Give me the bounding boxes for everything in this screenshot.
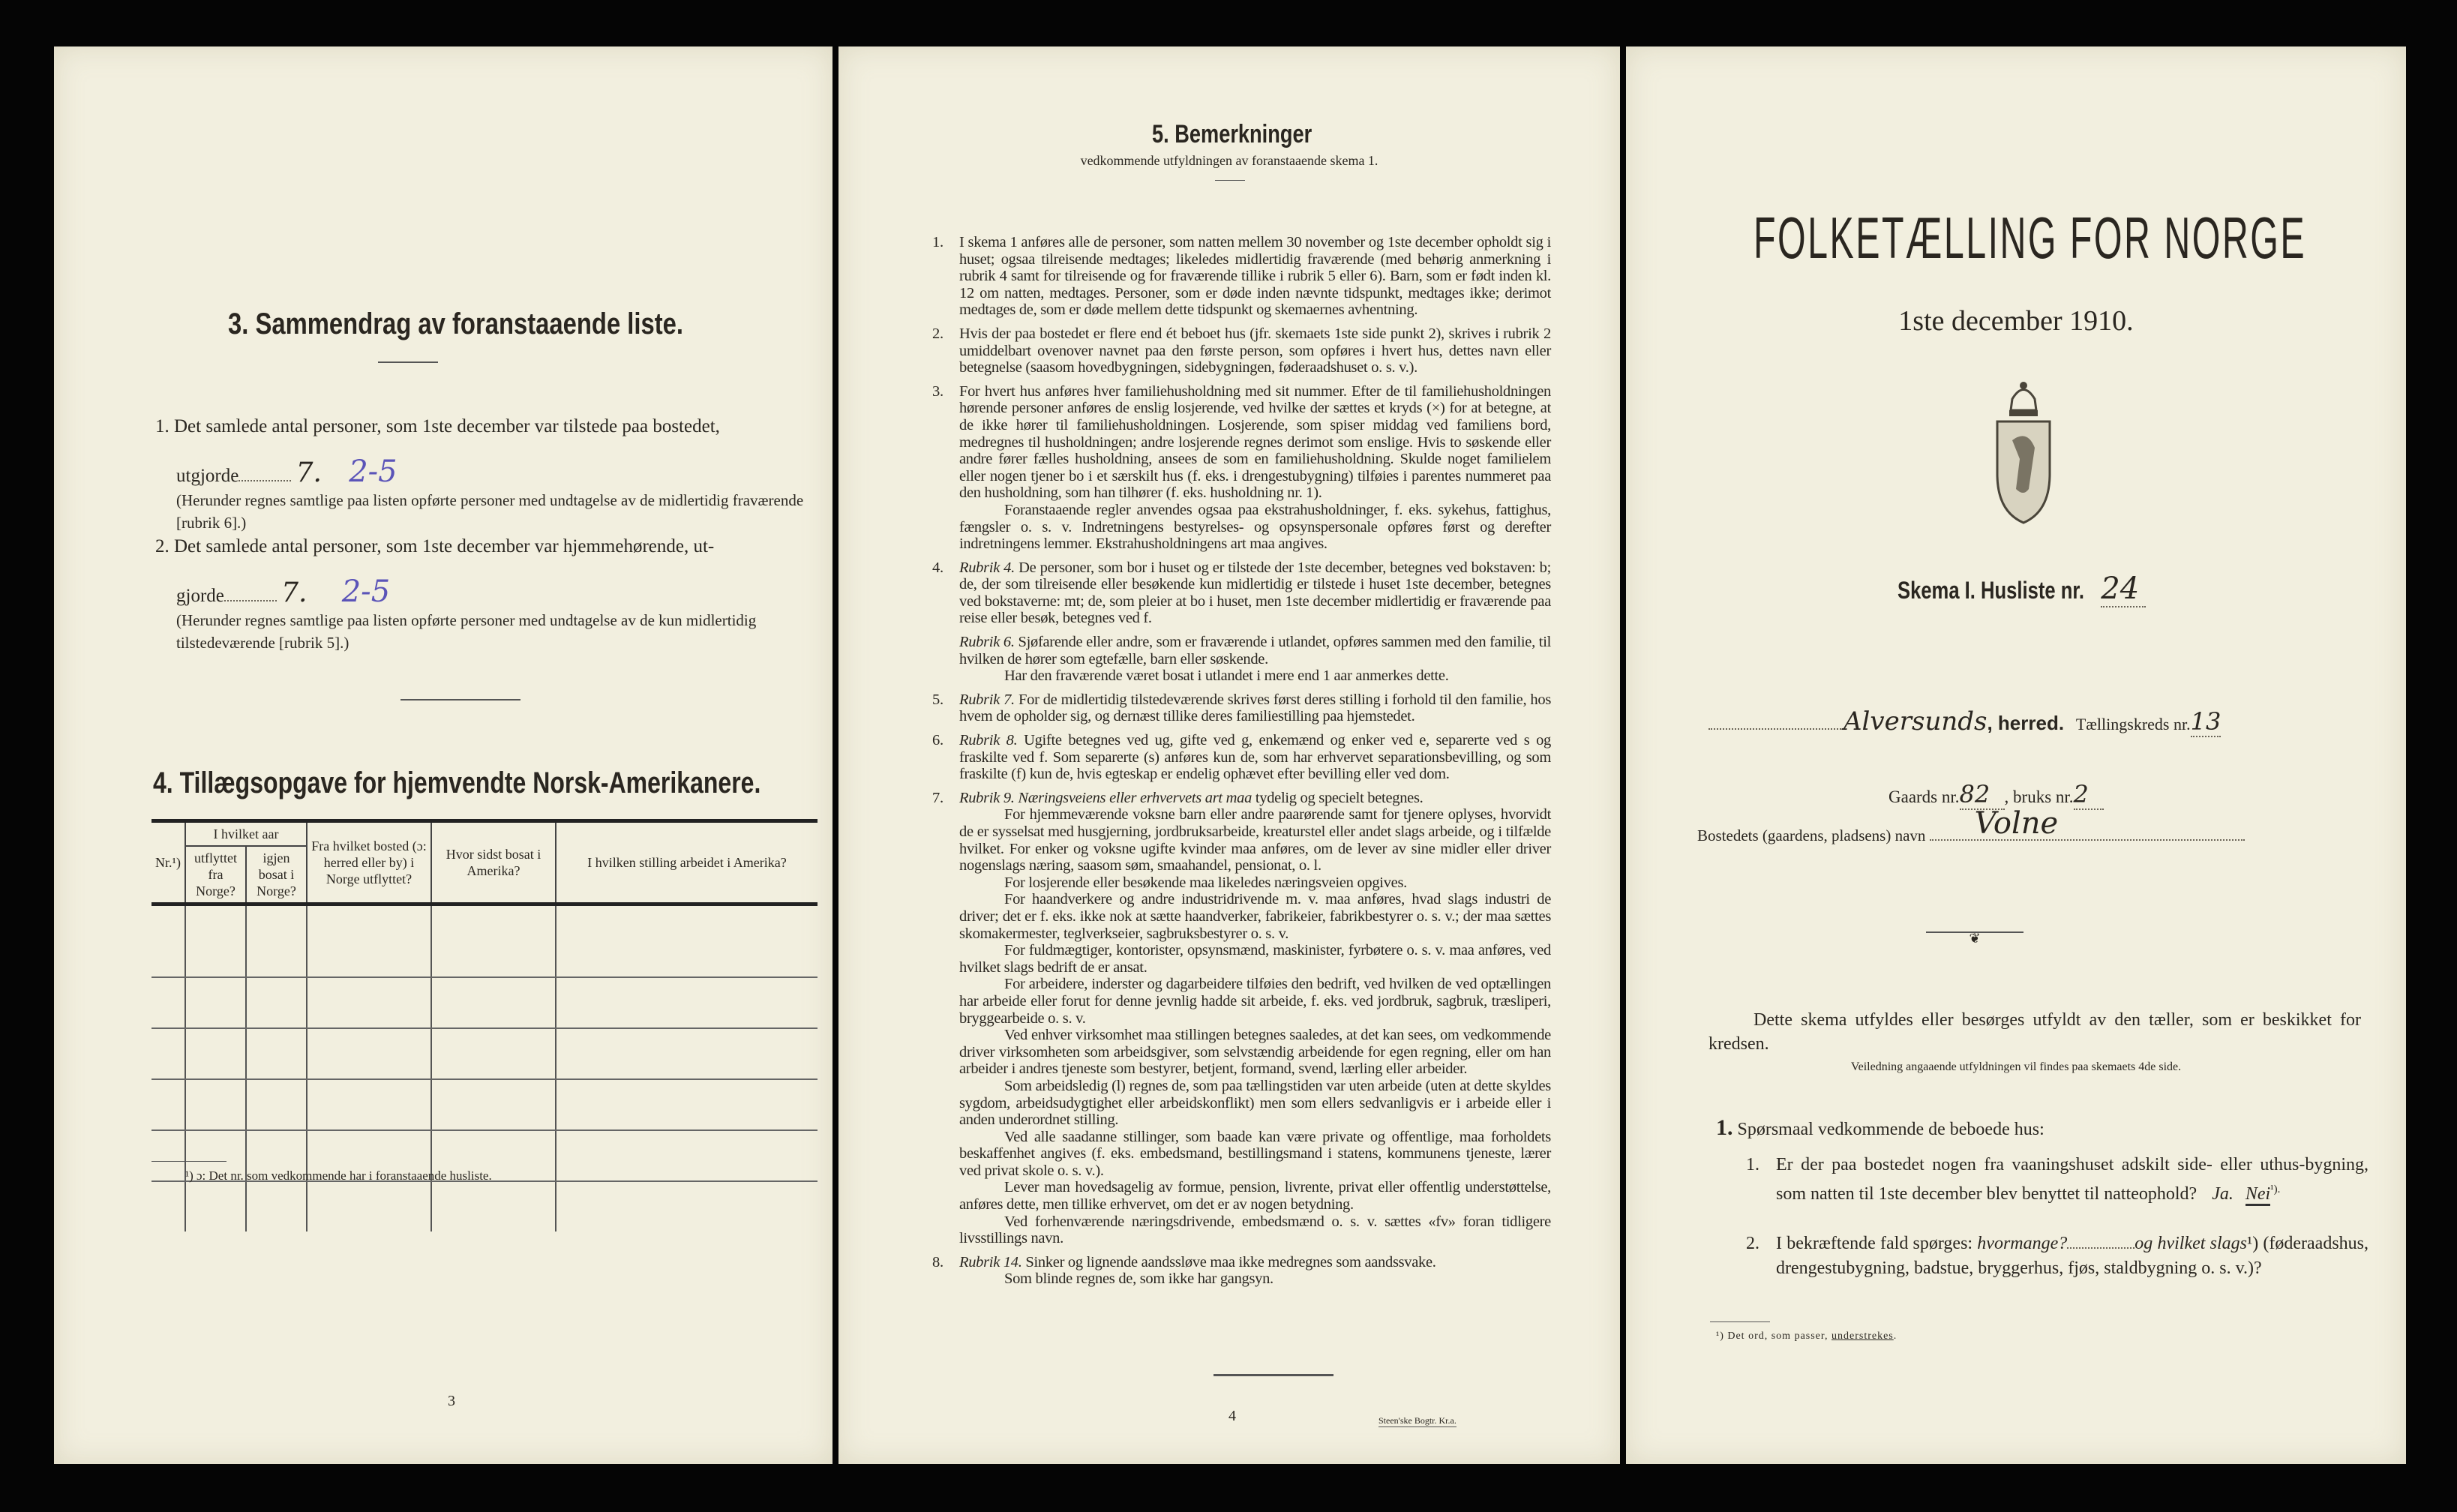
- divider: [1214, 1374, 1334, 1376]
- question-number: 1.: [1746, 1155, 1760, 1174]
- ornament-divider: ❦: [1926, 932, 2024, 944]
- footnote-underlined: understrekes: [1832, 1330, 1894, 1342]
- remark-text: For arbeidere, inderster og dagarbeidere tilføies den bedrift, ved hvilken de ved optællingen har arbeide eller forut for denne jevnlig hadde sit arbeide, f. eks. ved jordbruk, sagbruk, træsliperi, bryggearbeide o. s. v.: [959, 976, 1551, 1027]
- herred-line: [1708, 706, 2221, 737]
- remark-paragraph: [959, 874, 1551, 892]
- remark-item: [932, 732, 1551, 783]
- herred-label: , herred.: [1987, 712, 2065, 734]
- remark-number: 3.: [932, 382, 944, 400]
- item-number: 1.: [155, 416, 170, 436]
- col-from: Fra hvilket bosted (ɔ: herred eller by) i Norge utflyttet?: [307, 821, 431, 904]
- remark-paragraph: [959, 891, 1551, 942]
- remark-text: Har den fraværende været bosat i utlandet i mere end 1 aar anmerkes dette.: [1004, 668, 1449, 685]
- page-number: 4: [1228, 1408, 1236, 1424]
- summary-item-2: [155, 534, 815, 654]
- remark-item: [932, 326, 1551, 376]
- table-row: [152, 977, 818, 1028]
- remark-text: For hjemmeværende voksne barn eller andre paarørende samt for tjenere oplyses, hvorvidt de er sysselsat med husgjerning, jordbruksarbeide, kreaturstel eller andet slags arbeide, og i tilfælde hvilket. For enker og voksne ugifte kvinder maa anføres, om de lever av sine midler eller driver nogenslags næring, saasom søm, smaahandel, pensionat, o. l.: [959, 806, 1551, 874]
- remark-text: Sinker og lignende aandssløve maa ikke medregnes som aandssvake.: [1025, 1253, 1436, 1270]
- divider: [400, 699, 520, 700]
- remark-item: [932, 234, 1551, 319]
- remark-lead: Rubrik 8.: [959, 732, 1018, 749]
- remark-text: For losjerende eller besøkende maa likeledes næringsveien opgives.: [1004, 874, 1407, 891]
- remark-paragraph: [959, 732, 1551, 783]
- remark-paragraph: [959, 1078, 1551, 1129]
- item-label: utgjorde: [176, 466, 239, 486]
- remark-text: Ved forhenværende næringsdrivende, embedsmænd o. s. v. sættes «fv» foran tidligere livsstillings navn.: [959, 1213, 1551, 1247]
- divider: [152, 1161, 226, 1162]
- remark-text: I skema 1 anføres alle de personer, som natten mellem 30 november og 1ste december opholdt sig i huset; ogsaa tilreisende medtages; likeledes midlertidig fraværende (med behørig anmerkning i rubrik 4 samt for tilreisende og for fraværende tillike i rubrik 5 eller 6). Barn, som er født inden kl. 12 om natten, medtages. Personer, som er døde inden nævnte tidspunkt, medtages ikke; derimot medtages de, som er døde mellem dette tidspunkt og skemaernes avhentning.: [959, 234, 1551, 319]
- guide-text: Veiledning angaaende utfyldningen vil findes paa skemaets 4de side.: [1850, 1060, 2182, 1073]
- handwritten-count-resident: 2-5: [341, 574, 391, 609]
- remark-text: Ugifte betegnes ved ug, gifte ved g, enkemænd og enker ved e, separerte ved s og fraskilte ved f. Som separerte (s) anføres kun de, som har erhvervet separationsbevilling, og som fraskilte (f) kun de, hvis egteskap er endelig ophævet efter bevilling eller ved dom.: [959, 732, 1551, 783]
- remark-paragraph: [959, 1254, 1551, 1271]
- heading-text: Spørsmaal vedkommende de beboede hus:: [1737, 1120, 2044, 1139]
- question-text: ¹) (føderaadshus, drengestubygning, badstue, bryggerhus, fjøs, staldbygning o. s. v.)?: [1776, 1234, 2369, 1278]
- remark-paragraph: [959, 692, 1551, 725]
- remark-item: [932, 634, 1551, 685]
- remark-paragraph: [959, 790, 1551, 807]
- col-group-year: I hvilket aar: [185, 821, 307, 847]
- remark-text: Hvis der paa bostedet er flere end ét beboet hus (jfr. skemaets 1ste side punkt 2), skrives i rubrik 2 umiddelbart ovenover navnet paa den første person, som opføres i hvert hus, dettes navn eller betegnelse (saasom hovedbygningen, sidebygningen, føderaadshuset o. s. v.).: [959, 325, 1551, 376]
- remark-paragraph: [959, 326, 1551, 376]
- remarks-list: [932, 234, 1551, 1294]
- kreds-label: Tællingskreds nr.: [2075, 715, 2191, 734]
- left-page: [54, 46, 832, 1464]
- remark-item: [932, 383, 1551, 553]
- kreds-number: 13: [2190, 707, 2222, 736]
- remark-text: Som arbeidsledig (l) regnes de, som paa tællingstiden var uten arbeide (uten at dette skyldes sygdom, arbeidsudygtighet eller arbeidskonflikt) men som ellers sedvanligvis er i arbeide eller i anden underordnet stilling.: [959, 1077, 1551, 1129]
- col-nr: Nr.¹): [155, 855, 181, 870]
- item-number: 2.: [155, 536, 170, 556]
- remark-number: 1.: [932, 234, 944, 250]
- questions-heading: [1716, 1115, 2044, 1141]
- question-text-italic: og hvilket slags: [2134, 1234, 2247, 1253]
- remark-paragraph: [959, 560, 1551, 627]
- page-number: 3: [448, 1393, 455, 1409]
- right-page: [1626, 46, 2406, 1464]
- col-where: Hvor sidst bosat i Amerika?: [431, 821, 556, 904]
- heading-number: 1.: [1716, 1115, 1733, 1140]
- remark-number: 8.: [932, 1253, 944, 1270]
- remark-paragraph: [959, 502, 1551, 553]
- table-row: [152, 1028, 818, 1079]
- remark-text: Sjøfarende eller andre, som er fraværende i utlandet, opføres sammen med den familie, til hvilken de hører som egtefælle, barn eller søskende.: [959, 634, 1551, 668]
- divider: [378, 362, 438, 363]
- answer-ja: Ja.: [2212, 1184, 2234, 1204]
- remark-number: [932, 634, 959, 685]
- printed-count: 7.: [281, 578, 308, 608]
- question-text-italic: hvormange?: [1977, 1234, 2068, 1253]
- remark-paragraph: [959, 1129, 1551, 1180]
- remark-text: Lever man hovedsagelig av formue, pension, livrente, privat eller offentlig understøttelse, anføres dette, men tillike erhvervet, om det er av nogen betydning.: [959, 1179, 1551, 1214]
- printer-imprint: Steen'ske Bogtr. Kr.a.: [1378, 1415, 1456, 1426]
- remark-number: 7.: [932, 789, 944, 806]
- skema-label: Skema I. Husliste nr.: [1898, 577, 2084, 604]
- remark-text: For de midlertidig tilstedeværende skrives først deres stilling i forhold til den familie, hos hvem de opholder sig, og dernæst tillike deres familiestilling paa hjemstedet.: [959, 691, 1551, 725]
- bosted-value: Volne: [1974, 806, 2059, 841]
- remark-text: For haandverkere og andre industridrivende m. v. maa anføres, hvad slags industri de driver; det er f. eks. ikke nok at sætte haandverker, fabrikeier, fabrikbestyrer o. s. v.; der maa sættes skomakermester, teglverkseier, sagbruksbestyrer o. s. v.: [959, 891, 1551, 942]
- remark-paragraph: [959, 976, 1551, 1027]
- divider: [1215, 180, 1245, 181]
- remark-text: Foranstaaende regler anvendes ogsaa paa ekstrahusholdninger, f. eks. sykehus, fattighus, fængsler o. s. v. Indretningens bestyrelses- og opsynspersonale opføres først og derefter indretningens lemmer. Ekstrahusholdningens art maa angives.: [959, 501, 1551, 553]
- bosted-line: [1697, 806, 2245, 845]
- remark-lead: Rubrik 7.: [959, 691, 1015, 708]
- remark-paragraph: [959, 806, 1551, 874]
- remark-item: [932, 790, 1551, 1247]
- question-2: [1746, 1232, 2368, 1281]
- remark-text: De personer, som bor i huset og er tilstede der 1ste december, betegnes ved bokstaven: b; de, der som tilreisende eller besøkende kun midlertidig er tilstede i huset 1ste december, betegnes ved bokstaverne: mt; de, som pleier at bo i huset, men 1ste december midlertidig er fraværende paa reise eller besøk, betegnes ved f.: [959, 559, 1551, 627]
- remarks-subtitle: vedkommende utfyldningen av foranstaaende skema 1.: [1080, 153, 1378, 168]
- question-text: Er der paa bostedet nogen fra vaaningshuset adskilt side- eller uthus-bygning, som natten til 1ste december blev benyttet til natteophold?: [1776, 1155, 2368, 1204]
- remarks-title: 5. Bemerkninger: [1152, 120, 1312, 148]
- item-text: Det samlede antal personer, som 1ste december var tilstede paa bostedet,: [174, 416, 720, 436]
- remark-paragraph: [959, 942, 1551, 976]
- bruks-number: 2: [2074, 780, 2104, 810]
- footnote-text: ¹) Det ord, som passer,: [1716, 1330, 1832, 1342]
- item-note: (Herunder regnes samtlige paa listen opførte personer med undtagelse av de midlertidig fraværende [rubrik 6].): [176, 491, 804, 532]
- remark-lead: Rubrik 14.: [959, 1253, 1022, 1270]
- remark-paragraph: [959, 234, 1551, 319]
- husliste-line: [1898, 572, 2146, 608]
- remark-item: [932, 692, 1551, 725]
- remark-item: [932, 1254, 1551, 1288]
- question-1: [1746, 1153, 2368, 1207]
- remark-number: 2.: [932, 325, 944, 342]
- item-text: Det samlede antal personer, som 1ste december var hjemmehørende, ut-: [174, 536, 715, 556]
- remark-paragraph: [959, 634, 1551, 668]
- census-date: 1ste december 1910.: [1898, 305, 2134, 337]
- table-footnote: ¹) ɔ: Det nr. som vedkommende har i foranstaaende husliste.: [185, 1168, 492, 1183]
- remark-lead: Rubrik 9. Næringsveiens eller erhvervets art maa: [959, 789, 1252, 806]
- summary-item-1: [155, 414, 815, 534]
- page-footnote: [1716, 1330, 1897, 1342]
- remark-text: tydelig og specielt betegnes.: [1255, 789, 1424, 806]
- husliste-number: 24: [2101, 572, 2146, 608]
- remark-text: For hvert hus anføres hver familiehusholdning med sit nummer. Efter de til familiehusholdningen hørende personer anføres de enslig losjerende, ved hvilke der sættes et kryds (×) for at betegne, at de ikke hører til familiehusholdningen. Losjerende, som spiser middag ved familiens bord, medregnes til husholdningen; andre losjerende regnes derimot som enslige. Hvis to søskende eller andre fører fælles husholdning, ansees de som en familiehusholdning. Skulde noget familielem eller nogen tjener bo i et særskilt hus (f. eks. i drengestubygning) tilføies i parentes nummeret paa den husholdning, som han tilhører (f. eks. husholdning nr. 1).: [959, 382, 1551, 502]
- answer-nei-underlined: Nei: [2246, 1184, 2270, 1206]
- remark-text: For fuldmægtiger, kontorister, opsynsmænd, maskinister, fyrbøtere o. s. v. maa anføres, ved hvilket slags bedrift de er ansat.: [959, 942, 1551, 976]
- remark-paragraph: [959, 383, 1551, 502]
- table-row: [152, 1181, 818, 1232]
- table-row: [152, 1079, 818, 1130]
- col-job: I hvilken stilling arbeidet i Amerika?: [556, 821, 818, 904]
- remark-text: Som blinde regnes de, som ikke har gangsyn.: [1004, 1270, 1274, 1288]
- remark-number: 6.: [932, 732, 944, 749]
- question-number: 2.: [1746, 1234, 1760, 1253]
- bruks-label: , bruks nr.: [2004, 788, 2074, 806]
- remark-text: Ved enhver virksomhet maa stillingen betegnes saaledes, at det kan sees, om vedkommende driver virksomheten som arbeidsgiver, som selvstændig arbeidende for egen regning, eller om han arbeider i andres tjeneste som bestyrer, betjent, formand, svend, lærling eller arbeider.: [959, 1027, 1551, 1078]
- table-row: [152, 904, 818, 978]
- gaards-line: [1888, 780, 2104, 810]
- remark-number: 5.: [932, 691, 944, 708]
- printed-count: 7.: [296, 458, 322, 488]
- remark-lead: Rubrik 6.: [959, 634, 1015, 651]
- middle-page: [838, 46, 1620, 1464]
- gaards-label: Gaards nr.: [1888, 788, 1960, 806]
- intro-text: Dette skema utfyldes eller besørges utfyldt av den tæller, som er beskikket for kredsen.: [1708, 1010, 2361, 1054]
- footnote-text: .: [1893, 1330, 1898, 1342]
- form-title: FOLKETÆLLING FOR NORGE: [1754, 205, 2307, 271]
- remark-paragraph: [959, 1270, 1551, 1288]
- remark-text: Ved alle saadanne stillinger, som baade kan være private og offentlige, maa forholdets beskaffenhet angives (f. eks. embedsmand, bestillingsmand i statens, kommunens tjeneste, lærer ved privat skole o. s. v.).: [959, 1128, 1551, 1179]
- section3-title: 3. Sammendrag av foranstaaende liste.: [228, 308, 684, 340]
- remark-paragraph: [959, 668, 1551, 685]
- herred-value: Alversunds: [1844, 706, 1988, 736]
- gaards-number: 82: [1960, 780, 2005, 810]
- question-text: I bekræftende fald spørges:: [1776, 1234, 1973, 1253]
- handwritten-count-present: 2-5: [349, 454, 398, 489]
- item-label: gjorde: [176, 586, 224, 606]
- remark-lead: Rubrik 4.: [959, 559, 1015, 576]
- col-back: igjen bosat i Norge?: [246, 846, 307, 904]
- remark-paragraph: [959, 1027, 1551, 1078]
- norwegian-coat-of-arms-icon: [1982, 376, 2065, 526]
- item-note: (Herunder regnes samtlige paa listen opførte personer med undtagelse av de kun midlertidig tilstedeværende [rubrik 5].): [176, 611, 757, 652]
- footnote-ref: ¹).: [2270, 1184, 2281, 1196]
- remark-paragraph: [959, 1214, 1551, 1247]
- col-out: utflyttet fra Norge?: [185, 846, 246, 904]
- remark-paragraph: [959, 1179, 1551, 1213]
- remark-number: 4.: [932, 559, 944, 576]
- bosted-label: Bostedets (gaardens, pladsens) navn: [1697, 826, 1926, 844]
- section4-title: 4. Tillægsopgave for hjemvendte Norsk-Amerikanere.: [153, 766, 761, 800]
- remark-item: [932, 560, 1551, 627]
